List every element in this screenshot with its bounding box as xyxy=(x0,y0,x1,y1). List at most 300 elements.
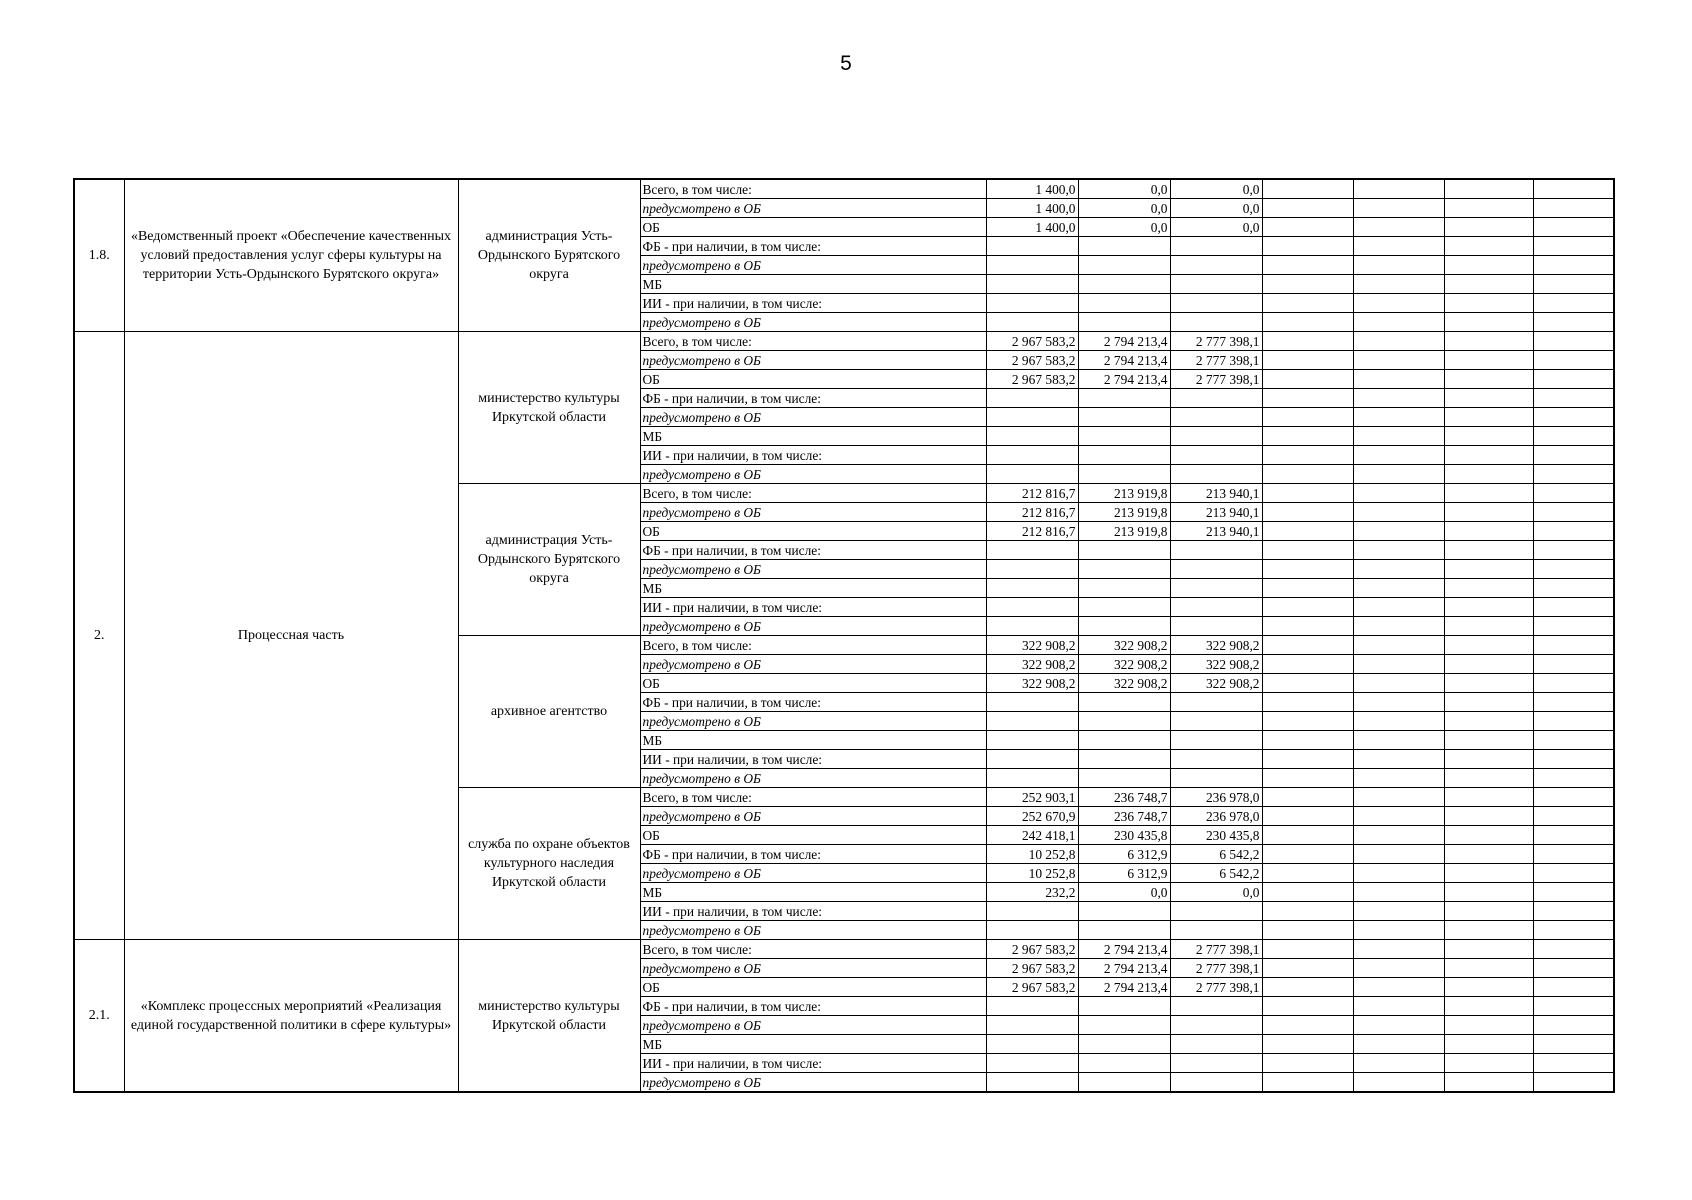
empty-cell xyxy=(1533,864,1614,883)
funding-source-label: ФБ - при наличии, в том числе: xyxy=(640,845,986,864)
empty-cell xyxy=(1262,1016,1353,1035)
amount-cell: 2 794 213,4 xyxy=(1078,959,1170,978)
empty-cell xyxy=(1353,712,1444,731)
empty-cell xyxy=(1444,427,1533,446)
funding-source-label: предусмотрено в ОБ xyxy=(640,199,986,218)
empty-cell xyxy=(1353,275,1444,294)
empty-cell xyxy=(1444,769,1533,788)
empty-cell xyxy=(1262,351,1353,370)
empty-cell xyxy=(1444,484,1533,503)
empty-cell xyxy=(1262,883,1353,902)
empty-cell xyxy=(1444,636,1533,655)
empty-cell xyxy=(1533,237,1614,256)
page-number: 5 xyxy=(840,52,852,75)
empty-cell xyxy=(1444,503,1533,522)
amount-cell xyxy=(986,389,1078,408)
empty-cell xyxy=(1533,465,1614,484)
amount-cell: 2 777 398,1 xyxy=(1170,940,1262,959)
empty-cell xyxy=(1444,655,1533,674)
empty-cell xyxy=(1262,218,1353,237)
empty-cell xyxy=(1353,902,1444,921)
empty-cell xyxy=(1533,1035,1614,1054)
funding-source-label: ИИ - при наличии, в том числе: xyxy=(640,598,986,617)
amount-cell: 0,0 xyxy=(1170,218,1262,237)
funding-source-label: МБ xyxy=(640,579,986,598)
amount-cell: 236 978,0 xyxy=(1170,807,1262,826)
amount-cell xyxy=(986,769,1078,788)
amount-cell: 1 400,0 xyxy=(986,218,1078,237)
amount-cell: 2 967 583,2 xyxy=(986,351,1078,370)
amount-cell xyxy=(1078,750,1170,769)
empty-cell xyxy=(1353,579,1444,598)
amount-cell xyxy=(1078,902,1170,921)
empty-cell xyxy=(1262,693,1353,712)
executor-name: министерство культуры Иркутской области xyxy=(458,332,640,484)
funding-source-label: Всего, в том числе: xyxy=(640,484,986,503)
empty-cell xyxy=(1444,199,1533,218)
amount-cell: 6 542,2 xyxy=(1170,864,1262,883)
amount-cell: 2 967 583,2 xyxy=(986,978,1078,997)
empty-cell xyxy=(1262,636,1353,655)
amount-cell xyxy=(1078,465,1170,484)
empty-cell xyxy=(1444,997,1533,1016)
amount-cell: 0,0 xyxy=(1078,883,1170,902)
empty-cell xyxy=(1444,693,1533,712)
amount-cell xyxy=(1078,921,1170,940)
funding-source-label: МБ xyxy=(640,427,986,446)
amount-cell: 212 816,7 xyxy=(986,522,1078,541)
empty-cell xyxy=(1444,313,1533,332)
empty-cell xyxy=(1533,332,1614,351)
funding-source-label: ИИ - при наличии, в том числе: xyxy=(640,446,986,465)
empty-cell xyxy=(1444,541,1533,560)
empty-cell xyxy=(1353,503,1444,522)
empty-cell xyxy=(1444,617,1533,636)
funding-source-label: ИИ - при наличии, в том числе: xyxy=(640,1054,986,1073)
empty-cell xyxy=(1533,693,1614,712)
funding-source-label: ОБ xyxy=(640,218,986,237)
empty-cell xyxy=(1353,883,1444,902)
empty-cell xyxy=(1444,598,1533,617)
amount-cell xyxy=(1078,560,1170,579)
amount-cell xyxy=(1170,541,1262,560)
amount-cell: 236 748,7 xyxy=(1078,807,1170,826)
empty-cell xyxy=(1353,959,1444,978)
amount-cell xyxy=(1078,446,1170,465)
empty-cell xyxy=(1353,769,1444,788)
empty-cell xyxy=(1444,179,1533,199)
funding-source-label: ФБ - при наличии, в том числе: xyxy=(640,541,986,560)
empty-cell xyxy=(1262,769,1353,788)
empty-cell xyxy=(1444,1035,1533,1054)
empty-cell xyxy=(1533,598,1614,617)
empty-cell xyxy=(1444,218,1533,237)
amount-cell xyxy=(1078,769,1170,788)
empty-cell xyxy=(1533,313,1614,332)
empty-cell xyxy=(1353,560,1444,579)
amount-cell xyxy=(1170,465,1262,484)
amount-cell: 242 418,1 xyxy=(986,826,1078,845)
empty-cell xyxy=(1353,199,1444,218)
amount-cell xyxy=(1170,294,1262,313)
empty-cell xyxy=(1533,446,1614,465)
funding-source-label: ФБ - при наличии, в том числе: xyxy=(640,693,986,712)
empty-cell xyxy=(1262,237,1353,256)
executor-name: служба по охране объектов культурного наследия Иркутской области xyxy=(458,788,640,940)
empty-cell xyxy=(1533,1016,1614,1035)
empty-cell xyxy=(1533,1054,1614,1073)
amount-cell: 322 908,2 xyxy=(986,674,1078,693)
empty-cell xyxy=(1262,940,1353,959)
empty-cell xyxy=(1533,275,1614,294)
amount-cell xyxy=(986,731,1078,750)
empty-cell xyxy=(1444,1054,1533,1073)
amount-cell xyxy=(1078,1035,1170,1054)
empty-cell xyxy=(1533,484,1614,503)
amount-cell xyxy=(986,617,1078,636)
amount-cell: 322 908,2 xyxy=(1078,674,1170,693)
amount-cell: 2 794 213,4 xyxy=(1078,351,1170,370)
amount-cell xyxy=(1170,902,1262,921)
amount-cell: 2 777 398,1 xyxy=(1170,332,1262,351)
amount-cell: 322 908,2 xyxy=(1170,655,1262,674)
funding-source-label: Всего, в том числе: xyxy=(640,788,986,807)
amount-cell xyxy=(1170,275,1262,294)
amount-cell: 213 940,1 xyxy=(1170,484,1262,503)
amount-cell xyxy=(986,997,1078,1016)
amount-cell xyxy=(1078,997,1170,1016)
amount-cell: 252 670,9 xyxy=(986,807,1078,826)
funding-source-label: предусмотрено в ОБ xyxy=(640,313,986,332)
amount-cell: 322 908,2 xyxy=(1170,674,1262,693)
empty-cell xyxy=(1353,332,1444,351)
empty-cell xyxy=(1353,351,1444,370)
funding-source-label: предусмотрено в ОБ xyxy=(640,959,986,978)
amount-cell: 322 908,2 xyxy=(986,655,1078,674)
funding-source-label: ОБ xyxy=(640,370,986,389)
empty-cell xyxy=(1262,826,1353,845)
empty-cell xyxy=(1533,750,1614,769)
amount-cell: 322 908,2 xyxy=(986,636,1078,655)
amount-cell xyxy=(1170,731,1262,750)
empty-cell xyxy=(1262,978,1353,997)
section-number: 2.1. xyxy=(74,940,124,1093)
empty-cell xyxy=(1444,902,1533,921)
empty-cell xyxy=(1262,522,1353,541)
section-number: 2. xyxy=(74,332,124,940)
amount-cell xyxy=(1078,579,1170,598)
empty-cell xyxy=(1533,389,1614,408)
empty-cell xyxy=(1533,1073,1614,1093)
empty-cell xyxy=(1533,940,1614,959)
empty-cell xyxy=(1533,997,1614,1016)
empty-cell xyxy=(1262,503,1353,522)
funding-source-label: предусмотрено в ОБ xyxy=(640,807,986,826)
empty-cell xyxy=(1444,579,1533,598)
amount-cell xyxy=(1078,275,1170,294)
amount-cell: 2 794 213,4 xyxy=(1078,978,1170,997)
funding-source-label: ФБ - при наличии, в том числе: xyxy=(640,997,986,1016)
amount-cell: 6 542,2 xyxy=(1170,845,1262,864)
amount-cell xyxy=(1170,712,1262,731)
amount-cell xyxy=(1170,769,1262,788)
amount-cell: 212 816,7 xyxy=(986,484,1078,503)
amount-cell xyxy=(1170,1054,1262,1073)
amount-cell xyxy=(1170,579,1262,598)
amount-cell xyxy=(1078,712,1170,731)
empty-cell xyxy=(1353,598,1444,617)
amount-cell xyxy=(986,1035,1078,1054)
empty-cell xyxy=(1262,655,1353,674)
amount-cell xyxy=(986,275,1078,294)
amount-cell xyxy=(986,1016,1078,1035)
empty-cell xyxy=(1353,484,1444,503)
funding-source-label: предусмотрено в ОБ xyxy=(640,655,986,674)
section-name: «Комплекс процессных мероприятий «Реализация единой государственной политики в сфере культуры» xyxy=(124,940,458,1093)
amount-cell: 230 435,8 xyxy=(1078,826,1170,845)
empty-cell xyxy=(1353,617,1444,636)
amount-cell: 0,0 xyxy=(1170,883,1262,902)
empty-cell xyxy=(1533,427,1614,446)
amount-cell xyxy=(986,427,1078,446)
amount-cell: 1 400,0 xyxy=(986,179,1078,199)
empty-cell xyxy=(1533,522,1614,541)
empty-cell xyxy=(1353,921,1444,940)
empty-cell xyxy=(1262,332,1353,351)
amount-cell xyxy=(1170,446,1262,465)
empty-cell xyxy=(1533,256,1614,275)
empty-cell xyxy=(1353,541,1444,560)
funding-source-label: МБ xyxy=(640,1035,986,1054)
empty-cell xyxy=(1533,351,1614,370)
funding-source-label: Всего, в том числе: xyxy=(640,179,986,199)
amount-cell xyxy=(986,465,1078,484)
amount-cell: 0,0 xyxy=(1170,199,1262,218)
empty-cell xyxy=(1262,788,1353,807)
amount-cell xyxy=(1078,427,1170,446)
empty-cell xyxy=(1262,598,1353,617)
empty-cell xyxy=(1353,427,1444,446)
amount-cell: 236 748,7 xyxy=(1078,788,1170,807)
funding-source-label: МБ xyxy=(640,731,986,750)
empty-cell xyxy=(1444,921,1533,940)
table-body xyxy=(74,179,1614,1092)
empty-cell xyxy=(1262,446,1353,465)
empty-cell xyxy=(1353,636,1444,655)
empty-cell xyxy=(1353,313,1444,332)
empty-cell xyxy=(1262,427,1353,446)
amount-cell xyxy=(986,1073,1078,1093)
amount-cell: 2 794 213,4 xyxy=(1078,940,1170,959)
amount-cell xyxy=(986,712,1078,731)
amount-cell: 2 967 583,2 xyxy=(986,959,1078,978)
funding-source-label: предусмотрено в ОБ xyxy=(640,921,986,940)
empty-cell xyxy=(1353,788,1444,807)
budget-table xyxy=(73,178,1615,1093)
empty-cell xyxy=(1444,351,1533,370)
amount-cell: 0,0 xyxy=(1078,218,1170,237)
empty-cell xyxy=(1444,446,1533,465)
amount-cell xyxy=(1170,997,1262,1016)
funding-source-label: ИИ - при наличии, в том числе: xyxy=(640,902,986,921)
empty-cell xyxy=(1262,1054,1353,1073)
funding-source-label: предусмотрено в ОБ xyxy=(640,769,986,788)
empty-cell xyxy=(1353,997,1444,1016)
amount-cell xyxy=(986,446,1078,465)
empty-cell xyxy=(1262,199,1353,218)
empty-cell xyxy=(1353,826,1444,845)
empty-cell xyxy=(1533,978,1614,997)
amount-cell: 236 978,0 xyxy=(1170,788,1262,807)
section-name: «Ведомственный проект «Обеспечение качественных условий предоставления услуг сферы культуры на территории Усть-Ордынского Бурятского округа» xyxy=(124,179,458,332)
empty-cell xyxy=(1262,465,1353,484)
funding-source-label: ИИ - при наличии, в том числе: xyxy=(640,294,986,313)
empty-cell xyxy=(1262,959,1353,978)
amount-cell: 2 777 398,1 xyxy=(1170,978,1262,997)
empty-cell xyxy=(1444,370,1533,389)
empty-cell xyxy=(1533,541,1614,560)
amount-cell: 212 816,7 xyxy=(986,503,1078,522)
amount-cell xyxy=(986,408,1078,427)
amount-cell xyxy=(986,294,1078,313)
table-row xyxy=(74,940,1614,959)
empty-cell xyxy=(1262,1073,1353,1093)
amount-cell xyxy=(1078,617,1170,636)
amount-cell xyxy=(1170,408,1262,427)
amount-cell: 252 903,1 xyxy=(986,788,1078,807)
empty-cell xyxy=(1353,294,1444,313)
executor-name: администрация Усть-Ордынского Бурятского округа xyxy=(458,179,640,332)
empty-cell xyxy=(1533,503,1614,522)
empty-cell xyxy=(1533,579,1614,598)
amount-cell xyxy=(1078,731,1170,750)
empty-cell xyxy=(1262,389,1353,408)
funding-source-label: предусмотрено в ОБ xyxy=(640,1073,986,1093)
amount-cell xyxy=(1170,313,1262,332)
amount-cell xyxy=(986,598,1078,617)
empty-cell xyxy=(1262,845,1353,864)
empty-cell xyxy=(1353,978,1444,997)
amount-cell xyxy=(1170,1073,1262,1093)
empty-cell xyxy=(1262,256,1353,275)
amount-cell xyxy=(1170,693,1262,712)
section-name: Процессная часть xyxy=(124,332,458,940)
empty-cell xyxy=(1444,845,1533,864)
amount-cell xyxy=(986,693,1078,712)
amount-cell xyxy=(1078,408,1170,427)
empty-cell xyxy=(1444,674,1533,693)
empty-cell xyxy=(1353,693,1444,712)
amount-cell: 2 777 398,1 xyxy=(1170,370,1262,389)
empty-cell xyxy=(1444,408,1533,427)
amount-cell xyxy=(986,313,1078,332)
empty-cell xyxy=(1262,275,1353,294)
amount-cell xyxy=(986,750,1078,769)
empty-cell xyxy=(1262,484,1353,503)
executor-name: министерство культуры Иркутской области xyxy=(458,940,640,1093)
empty-cell xyxy=(1533,902,1614,921)
amount-cell xyxy=(1170,389,1262,408)
empty-cell xyxy=(1262,1035,1353,1054)
empty-cell xyxy=(1262,617,1353,636)
amount-cell xyxy=(986,256,1078,275)
empty-cell xyxy=(1444,788,1533,807)
empty-cell xyxy=(1533,788,1614,807)
empty-cell xyxy=(1353,731,1444,750)
empty-cell xyxy=(1353,1035,1444,1054)
empty-cell xyxy=(1353,655,1444,674)
amount-cell: 213 919,8 xyxy=(1078,484,1170,503)
amount-cell xyxy=(986,237,1078,256)
empty-cell xyxy=(1444,1016,1533,1035)
empty-cell xyxy=(1533,179,1614,199)
empty-cell xyxy=(1262,541,1353,560)
empty-cell xyxy=(1353,465,1444,484)
funding-source-label: ИИ - при наличии, в том числе: xyxy=(640,750,986,769)
empty-cell xyxy=(1444,978,1533,997)
funding-source-label: ОБ xyxy=(640,826,986,845)
funding-source-label: МБ xyxy=(640,883,986,902)
empty-cell xyxy=(1353,1073,1444,1093)
empty-cell xyxy=(1533,617,1614,636)
funding-source-label: предусмотрено в ОБ xyxy=(640,560,986,579)
empty-cell xyxy=(1262,997,1353,1016)
empty-cell xyxy=(1444,256,1533,275)
empty-cell xyxy=(1262,579,1353,598)
empty-cell xyxy=(1353,389,1444,408)
empty-cell xyxy=(1533,218,1614,237)
amount-cell: 2 794 213,4 xyxy=(1078,370,1170,389)
amount-cell xyxy=(1170,237,1262,256)
amount-cell: 322 908,2 xyxy=(1078,636,1170,655)
empty-cell xyxy=(1353,674,1444,693)
amount-cell: 0,0 xyxy=(1170,179,1262,199)
empty-cell xyxy=(1533,807,1614,826)
funding-source-label: предусмотрено в ОБ xyxy=(640,503,986,522)
funding-source-label: ОБ xyxy=(640,674,986,693)
empty-cell xyxy=(1262,370,1353,389)
empty-cell xyxy=(1533,712,1614,731)
empty-cell xyxy=(1444,1073,1533,1093)
empty-cell xyxy=(1533,769,1614,788)
amount-cell xyxy=(1170,598,1262,617)
empty-cell xyxy=(1444,275,1533,294)
amount-cell xyxy=(1170,560,1262,579)
funding-source-label: предусмотрено в ОБ xyxy=(640,465,986,484)
funding-source-label: ОБ xyxy=(640,978,986,997)
empty-cell xyxy=(1444,826,1533,845)
amount-cell: 322 908,2 xyxy=(1078,655,1170,674)
empty-cell xyxy=(1262,902,1353,921)
empty-cell xyxy=(1262,864,1353,883)
amount-cell xyxy=(986,541,1078,560)
empty-cell xyxy=(1353,446,1444,465)
amount-cell: 10 252,8 xyxy=(986,864,1078,883)
empty-cell xyxy=(1533,370,1614,389)
amount-cell xyxy=(1170,427,1262,446)
amount-cell xyxy=(1078,1016,1170,1035)
empty-cell xyxy=(1533,636,1614,655)
empty-cell xyxy=(1353,864,1444,883)
funding-source-label: МБ xyxy=(640,275,986,294)
empty-cell xyxy=(1262,731,1353,750)
amount-cell: 213 940,1 xyxy=(1170,503,1262,522)
amount-cell: 6 312,9 xyxy=(1078,864,1170,883)
amount-cell xyxy=(986,921,1078,940)
empty-cell xyxy=(1444,465,1533,484)
amount-cell xyxy=(986,579,1078,598)
empty-cell xyxy=(1262,313,1353,332)
